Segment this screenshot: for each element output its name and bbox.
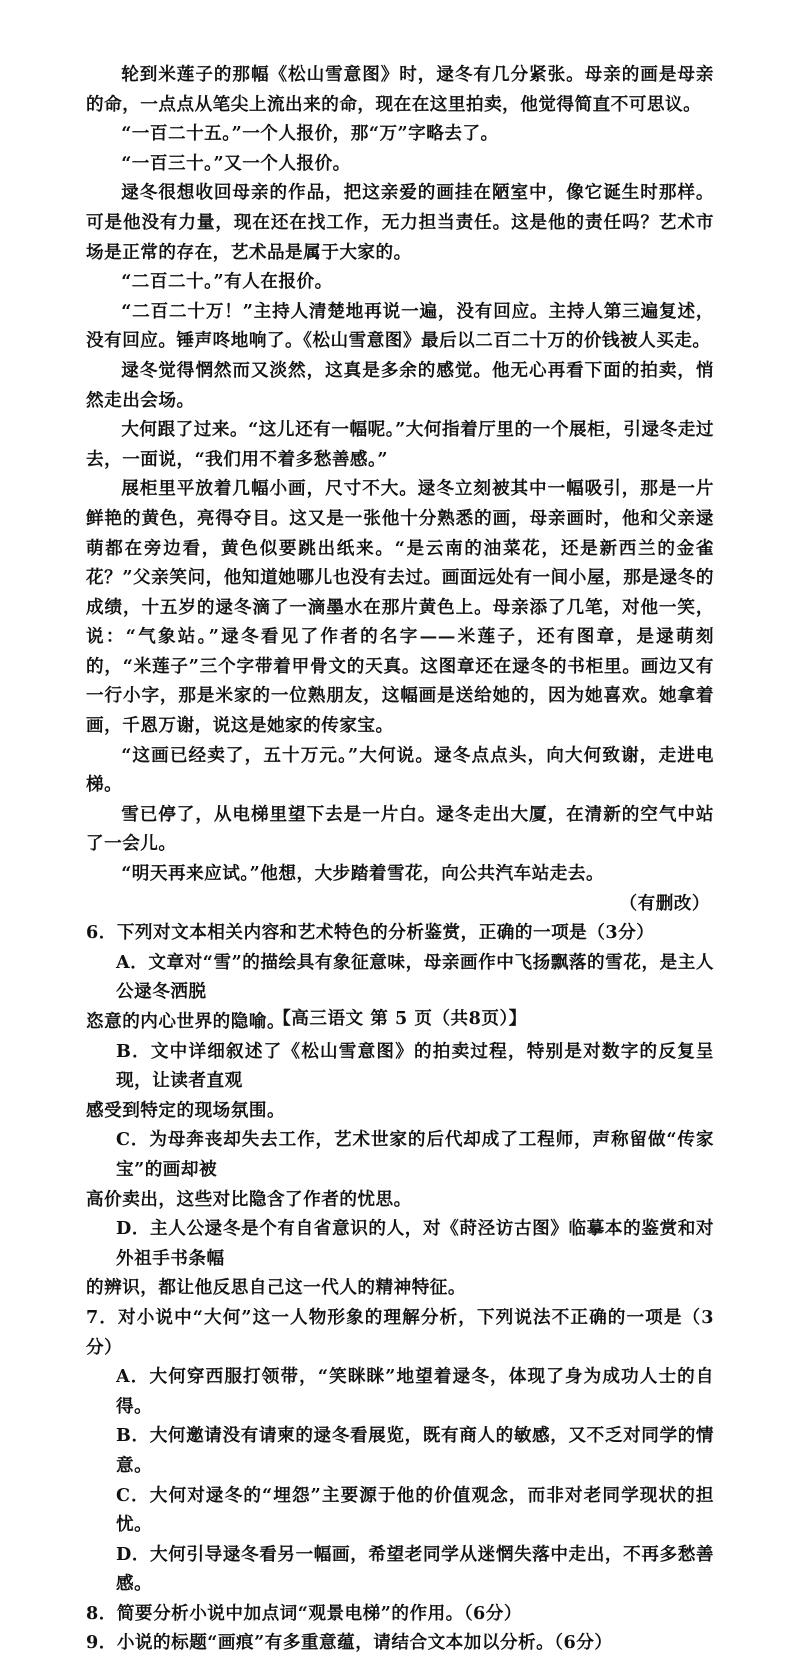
story-paragraph: “一百二十五。”一个人报价，那“万”字略去了。 (121, 123, 499, 145)
story-paragraph: 大何跟了过来。“这儿还有一幅呢。”大何指着厅里的一个展柜，引逯冬走过去，一面说，“我们用不着多愁善感。” (86, 419, 714, 470)
option-a-continued: 恣意的内心世界的隐喻。 (86, 1011, 286, 1032)
story-paragraph: 轮到米莲子的那幅《松山雪意图》时，逯冬有几分紧张。母亲的画是母亲的命，一点点从笔尖上流出来的命，现在在这里拍卖，他觉得简直不可思议。 (86, 64, 714, 115)
story-paragraph: “一百三十。”又一个人报价。 (121, 152, 351, 174)
option-b: B．文中详细叙述了《松山雪意图》的拍卖过程，特别是对数字的反复呈现，让读者直观 (116, 1040, 714, 1092)
story-paragraph: “二百二十万！”主持人清楚地再说一遍，没有回应。主持人第三遍复述，没有回应。锤声咚地响了。《松山雪意图》最后以二百二十万的价钱被人买走。 (86, 300, 714, 352)
option-d: D．主人公逯冬是个有自省意识的人，对《莳泾访古图》临摹本的鉴赏和对外祖手书条幅 (116, 1218, 714, 1269)
question-6 (86, 918, 714, 1303)
option-d: D．大何引导逯冬看另一幅画，希望老同学从迷惘失落中走出，不再多愁善感。 (116, 1543, 714, 1595)
question-7 (86, 1303, 714, 1599)
option-c: C．为母奔丧却失去工作，艺术世家的后代却成了工程师，声称留做“传家宝”的画却被 (116, 1129, 714, 1180)
option-b-continued: 感受到特定的现场氛围。 (86, 1099, 286, 1121)
question-stem: 6．下列对文本相关内容和艺术特色的分析鉴赏，正确的一项是（3分） (86, 922, 655, 944)
question-stem: 7．对小说中“大何”这一人物形象的理解分析，下列说法不正确的一项是（3分） (86, 1306, 714, 1358)
option-a: A．大何穿西服打领带，“笑眯眯”地望着逯冬，体现了身为成功人士的自得。 (116, 1366, 714, 1417)
story-paragraph: 雪已停了，从电梯里望下去是一片白。逯冬走出大厦，在清新的空气中站了一会儿。 (86, 803, 714, 855)
option-c-continued: 高价卖出，这些对比隐含了作者的忧思。 (86, 1188, 412, 1210)
page-footer: 【高三语文 第 5 页（共8页）】 (273, 1008, 527, 1029)
option-a: A．文章对“雪”的描绘具有象征意味，母亲画作中飞扬飘落的雪花，是主人公逯冬洒脱 (116, 951, 714, 1003)
story-paragraph: “二百二十。”有人在报价。 (121, 271, 333, 293)
story-paragraph: 展柜里平放着几幅小画，尺寸不大。逯冬立刻被其中一幅吸引，那是一片鲜艳的黄色，亮得夺目。这又是一张他十分熟悉的画，母亲画时，他和父亲逯萌都在旁边看，黄色似要跳出纸来。“是云南的油菜花，还是新西兰的金雀花？”父亲笑问，他知道她哪儿也没有去过。画面远处有一间小屋，那是逯冬的成绩，十五岁的逯冬滴了一滴墨水在那片黄色上。母亲添了几笔，对他一笑，说：“气象站。”逯冬看见了作者的名字——米莲子，还有图章，是逯萌刻的，“米莲子”三个字带着甲骨文的天真。这图章还在逯冬的书柜里。画边又有一行小字，那是米家的一位熟朋友，这幅画是送给她的，因为她喜欢。她拿着画，千恩万谢，说这是她家的传家宝。 (86, 478, 714, 737)
page-content (86, 60, 714, 1658)
story-paragraph: “明天再来应试。”他想，大步踏着雪花，向公共汽车站走去。 (121, 863, 605, 885)
story-paragraph: 逯冬觉得惘然而又淡然，这真是多余的感觉。他无心再看下面的拍卖，悄然走出会场。 (86, 359, 714, 411)
story-paragraph: “这画已经卖了，五十万元。”大何说。逯冬点点头，向大何致谢，走进电梯。 (86, 744, 714, 796)
option-b: B．大何邀请没有请柬的逯冬看展览，既有商人的敏感，又不乏对同学的情意。 (116, 1425, 714, 1476)
option-c: C．大何对逯冬的“埋怨”主要源于他的价值观念，而非对老同学现状的担忧。 (116, 1484, 714, 1536)
question-9: 9．小说的标题“画痕”有多重意蕴，请结合文本加以分析。（6分） (86, 1632, 613, 1654)
edit-note: （有删改） (619, 892, 710, 914)
story-paragraph: 逯冬很想收回母亲的作品，把这亲爱的画挂在陋室中，像它诞生时那样。可是他没有力量，现在还在找工作，无力担当责任。这是他的责任吗？艺术市场是正常的存在，艺术品是属于大家的。 (86, 182, 714, 263)
question-8: 8．简要分析小说中加点词“观景电梯”的作用。（6分） (86, 1602, 522, 1624)
option-d-continued: 的辨识，都让他反思自己这一代人的精神特征。 (86, 1277, 466, 1299)
